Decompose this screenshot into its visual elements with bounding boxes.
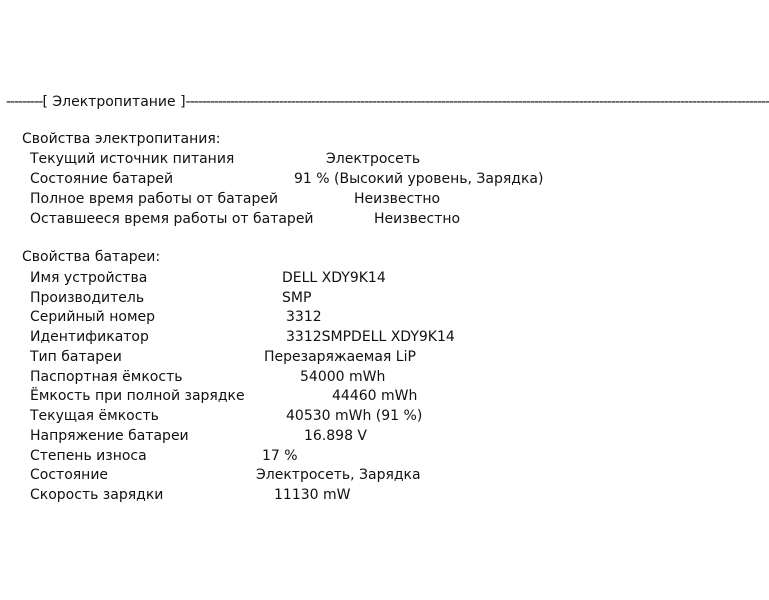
property-label: Состояние xyxy=(30,467,109,483)
property-label: Скорость зарядки xyxy=(30,487,164,503)
property-label: Имя устройства xyxy=(30,270,148,286)
property-label: Состояние батарей xyxy=(30,171,174,187)
property-value: 54000 mWh xyxy=(300,369,386,385)
property-value: 11130 mW xyxy=(274,487,351,503)
property-value: 91 % (Высокий уровень, Зарядка) xyxy=(294,171,544,187)
property-label: Оставшееся время работы от батарей xyxy=(30,211,314,227)
property-value: DELL XDY9K14 xyxy=(282,270,386,286)
power-properties-title: Свойства электропитания: xyxy=(22,131,221,147)
section-header-power xyxy=(6,93,769,111)
property-label: Серийный номер xyxy=(30,309,156,325)
property-label: Степень износа xyxy=(30,448,147,464)
property-value: 16.898 V xyxy=(304,428,368,444)
property-label: Паспортная ёмкость xyxy=(30,369,183,385)
battery-properties-title: Свойства батареи: xyxy=(22,249,161,265)
property-label: Полное время работы от батарей xyxy=(30,191,279,207)
header-title: [ Электропитание ] xyxy=(42,94,186,110)
header-dashes-right: ------------------------------------------------------------------------------------------------------------------------------------------------ xyxy=(185,94,769,110)
property-value: Электросеть xyxy=(326,151,421,167)
property-value: Неизвестно xyxy=(374,211,461,227)
property-label: Ёмкость при полной зарядке xyxy=(30,388,245,404)
property-label: Тип батареи xyxy=(30,349,122,365)
property-value: 3312SMPDELL XDY9K14 xyxy=(286,329,455,345)
property-value: 40530 mWh (91 %) xyxy=(286,408,423,424)
header-dashes-left: --------- xyxy=(6,94,43,110)
property-label: Напряжение батареи xyxy=(30,428,189,444)
property-value: SMP xyxy=(282,290,312,306)
property-label: Идентификатор xyxy=(30,329,149,345)
property-value: Перезаряжаемая LiP xyxy=(264,349,416,365)
property-label: Производитель xyxy=(30,290,145,306)
property-label: Текущая ёмкость xyxy=(30,408,159,424)
property-value: Электросеть, Зарядка xyxy=(256,467,421,483)
property-value: 44460 mWh xyxy=(332,388,418,404)
property-value: 17 % xyxy=(262,448,298,464)
property-value: 3312 xyxy=(286,309,322,325)
property-label: Текущий источник питания xyxy=(30,151,235,167)
property-value: Неизвестно xyxy=(354,191,441,207)
